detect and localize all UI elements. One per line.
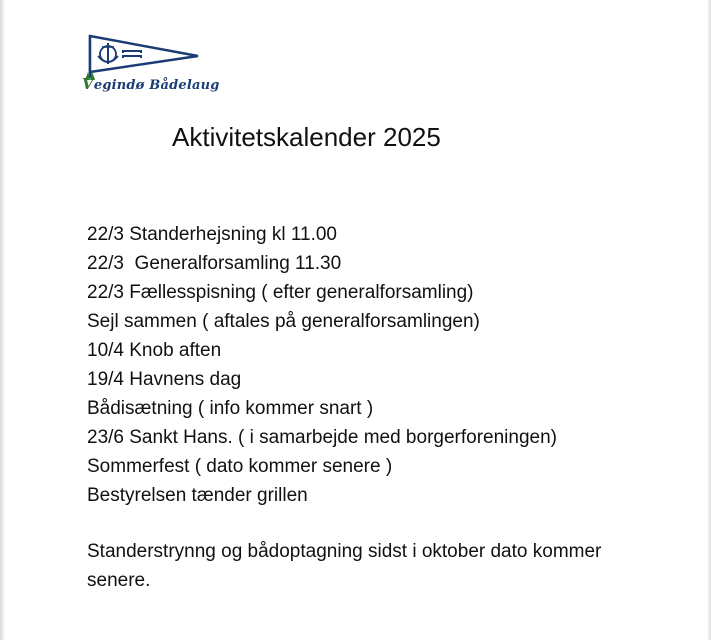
- pennant-flag-icon: [82, 30, 207, 80]
- event-list: [87, 220, 557, 510]
- club-name-rest: egindø Bådelaug: [93, 78, 220, 93]
- event-item: 22/3 Generalforsamling 11.30: [87, 253, 342, 274]
- page-right-edge: [707, 0, 711, 640]
- page-left-edge: [0, 0, 5, 640]
- event-item: 22/3 Fællesspisning ( efter generalforsamling): [87, 282, 474, 303]
- event-item: Sejl sammen ( aftales på generalforsamlingen): [87, 311, 480, 332]
- event-item: 22/3 Standerhejsning kl 11.00: [87, 224, 337, 245]
- event-item: 10/4 Knob aften: [87, 340, 222, 361]
- page-title: Aktivitetskalender 2025: [172, 122, 441, 152]
- closing-note: Standerstrynng og bådoptagning sidst i oktober dato kommer senere.: [87, 541, 602, 591]
- event-item: 23/6 Sankt Hans. ( i samarbejde med borgerforeningen): [87, 427, 557, 448]
- club-name: [82, 75, 220, 93]
- event-item: Bestyrelsen tænder grillen: [87, 485, 308, 506]
- event-item: Bådisætning ( info kommer snart ): [87, 398, 374, 419]
- club-name-initial: V: [82, 75, 94, 93]
- club-logo: [82, 30, 220, 102]
- event-item: Sommerfest ( dato kommer senere ): [87, 456, 393, 477]
- event-item: 19/4 Havnens dag: [87, 369, 242, 390]
